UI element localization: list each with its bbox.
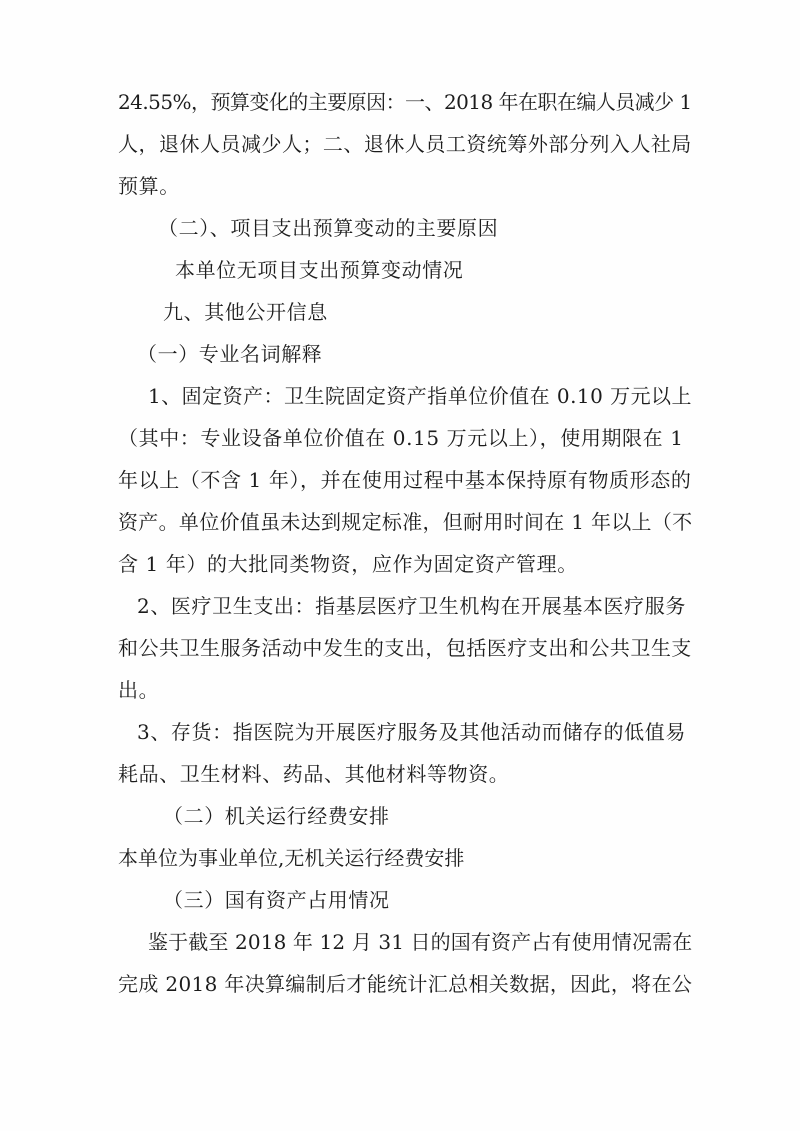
text-line: 人，退休人员减少人；二、退休人员工资统筹外部分列入人社局 [118,132,692,156]
text-line: （其中：专业设备单位价值在 0.15 万元以上），使用期限在 1 [118,426,684,450]
section-heading: （一）专业名词解释 [137,342,323,366]
text-line: 1、固定资产：卫生院固定资产指单位价值在 0.10 万元以上 [148,384,692,408]
section-heading: （三）国有资产占用情况 [163,888,390,912]
text-line: 完成 2018 年决算编制后才能统计汇总相关数据，因此，将在公 [118,972,693,996]
section-heading: （二）、项目支出预算变动的主要原因 [158,216,499,240]
text-line: 鉴于截至 2018 年 12 月 31 日的国有资产占有使用情况需在 [148,930,693,954]
text-line: 和公共卫生服务活动中发生的支出，包括医疗支出和公共卫生支 [118,636,692,660]
text-line: 出。 [118,678,160,702]
text-line: 3、存货：指医院为开展医疗服务及其他活动而储存的低值易 [137,720,686,744]
section-heading: 九、其他公开信息 [163,300,328,324]
text-line: 含 1 年）的大批同类物资，应作为固定资产管理。 [118,552,578,576]
text-line: 24.55%，预算变化的主要原因：一、2018 年在职在编人员减少 1 [118,90,692,114]
text-line: 本单位无项目支出预算变动情况 [175,258,464,282]
text-line: 本单位为事业单位,无机关运行经费安排 [118,846,465,870]
text-line: 年以上（不含 1 年），并在使用过程中基本保持原有物质形态的 [118,468,692,492]
section-heading: （二）机关运行经费安排 [163,804,390,828]
text-line: 资产。单位价值虽未达到规定标准，但耐用时间在 1 年以上（不 [118,510,693,534]
text-line: 2、医疗卫生支出：指基层医疗卫生机构在开展基本医疗服务 [137,594,686,618]
text-line: 预算。 [118,174,180,198]
text-line: 耗品、卫生材料、药品、其他材料等物资。 [118,762,510,786]
